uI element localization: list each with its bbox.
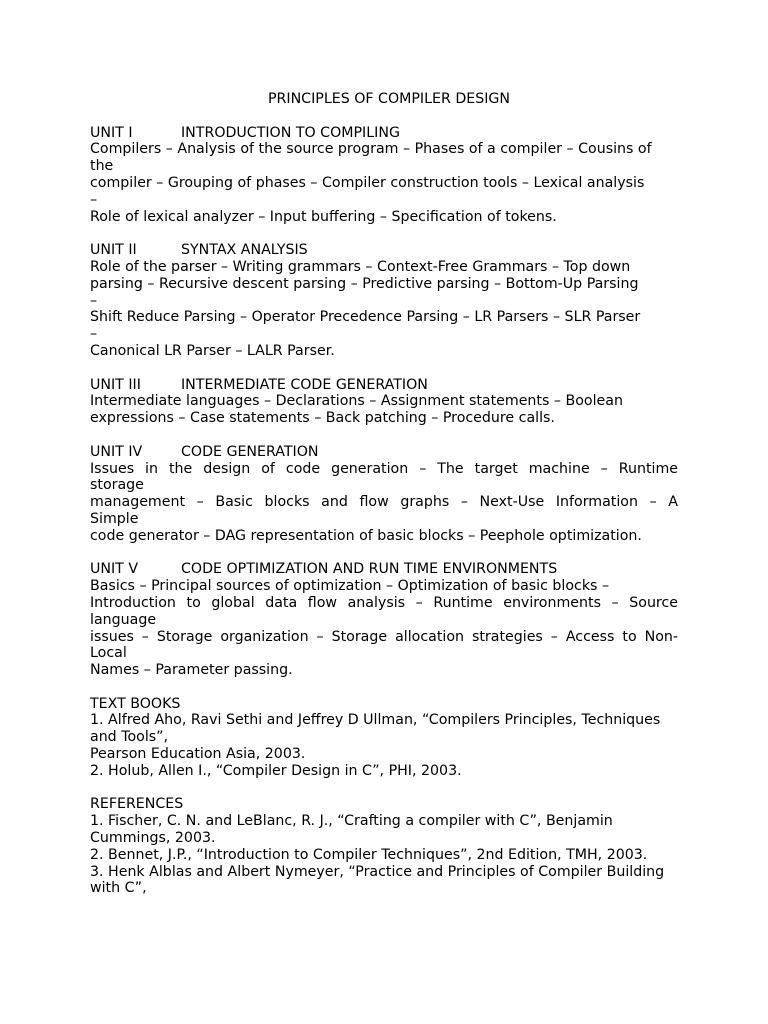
- unit-name: INTRODUCTION TO COMPILING: [181, 124, 400, 141]
- unit-line: management – Basic blocks and flow graphs – Next-Use Information – A: [90, 494, 678, 511]
- unit-5: [90, 561, 678, 679]
- unit-number: UNIT II: [90, 242, 137, 259]
- unit-line: Role of the parser – Writing grammars – Context-Free Grammars – Top down: [90, 258, 631, 275]
- unit-line: –: [90, 326, 98, 343]
- unit-name: CODE OPTIMIZATION AND RUN TIME ENVIRONMENTS: [181, 561, 558, 578]
- unit-1: [90, 125, 678, 226]
- unit-name: SYNTAX ANALYSIS: [181, 242, 308, 259]
- unit-line: Simple: [90, 510, 139, 527]
- unit-line: Role of lexical analyzer – Input buffering – Specification of tokens.: [90, 208, 557, 225]
- document-title: PRINCIPLES OF COMPILER DESIGN: [267, 91, 511, 107]
- book-line: and Tools”,: [90, 729, 169, 746]
- unit-2: [90, 242, 678, 360]
- unit-line: compiler – Grouping of phases – Compiler construction tools – Lexical analysis: [90, 174, 645, 191]
- unit-line: storage: [90, 477, 144, 494]
- unit-line: parsing – Recursive descent parsing – Predictive parsing – Bottom-Up Parsing: [90, 275, 639, 292]
- references-section: [90, 796, 678, 897]
- unit-name: INTERMEDIATE CODE GENERATION: [181, 376, 428, 393]
- reference-line: Cummings, 2003.: [90, 830, 216, 847]
- unit-heading: [90, 444, 678, 461]
- unit-line: Names – Parameter passing.: [90, 662, 293, 679]
- unit-line: Shift Reduce Parsing – Operator Precedence Parsing – LR Parsers – SLR Parser: [90, 309, 641, 326]
- unit-line: –: [90, 191, 98, 208]
- section-heading: REFERENCES: [90, 796, 184, 813]
- book-line: Pearson Education Asia, 2003.: [90, 746, 306, 763]
- unit-line: Compilers – Analysis of the source program – Phases of a compiler – Cousins of: [90, 141, 652, 158]
- reference-line: 2. Bennet, J.P., “Introduction to Compiler Techniques”, 2nd Edition, TMH, 2003.: [90, 846, 648, 863]
- book-line: 2. Holub, Allen I., “Compiler Design in C”, PHI, 2003.: [90, 762, 462, 779]
- unit-line: Issues in the design of code generation – The target machine – Runtime: [90, 460, 678, 477]
- unit-line: language: [90, 611, 157, 628]
- unit-heading: [90, 561, 678, 578]
- reference-line: 3. Henk Alblas and Albert Nymeyer, “Practice and Principles of Compiler Building: [90, 863, 665, 880]
- unit-line: –: [90, 292, 98, 309]
- unit-line: code generator – DAG representation of basic blocks – Peephole optimization.: [90, 527, 642, 544]
- reference-line: 1. Fischer, C. N. and LeBlanc, R. J., “Crafting a compiler with C”, Benjamin: [90, 813, 613, 830]
- unit-line: Basics – Principal sources of optimization – Optimization of basic blocks –: [90, 578, 610, 595]
- unit-line: the: [90, 158, 114, 175]
- unit-number: UNIT IV: [90, 443, 143, 460]
- unit-heading: [90, 377, 678, 394]
- unit-heading: [90, 125, 678, 142]
- unit-line: Canonical LR Parser – LALR Parser.: [90, 342, 335, 359]
- unit-3: [90, 377, 678, 427]
- unit-line: issues – Storage organization – Storage allocation strategies – Access to Non-: [90, 628, 678, 645]
- text-books-section: [90, 696, 678, 780]
- unit-line: Local: [90, 645, 127, 662]
- reference-line: with C”,: [90, 880, 147, 897]
- unit-name: CODE GENERATION: [181, 443, 319, 460]
- unit-line: Introduction to global data flow analysis – Runtime environments – Source: [90, 594, 678, 611]
- unit-number: UNIT III: [90, 376, 141, 393]
- unit-heading: [90, 242, 678, 259]
- unit-number: UNIT I: [90, 124, 133, 141]
- section-heading: TEXT BOOKS: [90, 695, 181, 712]
- document-page: [90, 91, 678, 914]
- unit-line: expressions – Case statements – Back patching – Procedure calls.: [90, 410, 555, 427]
- unit-4: [90, 444, 678, 545]
- unit-line: Intermediate languages – Declarations – Assignment statements – Boolean: [90, 393, 623, 410]
- unit-number: UNIT V: [90, 561, 139, 578]
- book-line: 1. Alfred Aho, Ravi Sethi and Jeffrey D Ullman, “Compilers Principles, Techniques: [90, 712, 661, 729]
